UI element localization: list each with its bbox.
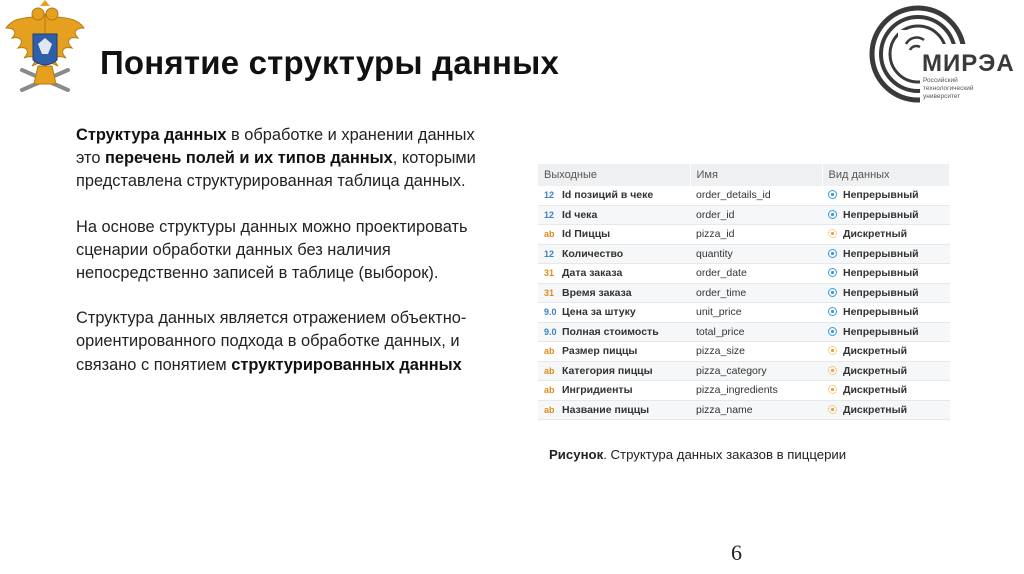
field-label-cell: [538, 400, 690, 420]
field-kind-label: Дискретный: [843, 345, 908, 358]
table-row: [538, 186, 950, 205]
field-name-cell: pizza_id: [690, 225, 822, 245]
table-row: [538, 303, 950, 323]
body-text: [76, 124, 496, 399]
logo-subtitle-line: технологический: [923, 85, 974, 92]
field-label: Полная стоимость: [562, 325, 659, 338]
text-type-icon: ab: [544, 385, 555, 396]
continuous-icon: [828, 190, 837, 199]
field-label-cell: [538, 186, 690, 205]
text-span: в обработке и хранении данных это: [76, 126, 475, 168]
field-name-cell: order_id: [690, 205, 822, 225]
caption-label: Рисунок: [549, 447, 604, 462]
field-kind-label: Непрерывный: [843, 267, 919, 280]
text-type-icon: ab: [544, 404, 555, 415]
field-kind-cell: [822, 264, 950, 284]
field-name-cell: pizza_category: [690, 361, 822, 381]
continuous-icon: [828, 210, 837, 219]
table-row: [538, 361, 950, 381]
text-type-icon: ab: [544, 365, 555, 376]
date-type-icon: 31: [544, 268, 555, 279]
number-type-icon: 12: [544, 248, 555, 259]
field-label-cell: [538, 381, 690, 401]
table-row: [538, 244, 950, 264]
field-label-cell: [538, 361, 690, 381]
text-type-icon: ab: [544, 229, 555, 240]
table-row: [538, 342, 950, 362]
logo-subtitle-line: университет: [923, 93, 961, 100]
table-row: [538, 381, 950, 401]
table-row: [538, 225, 950, 245]
field-kind-cell: [822, 283, 950, 303]
field-kind-cell: [822, 361, 950, 381]
field-kind-label: Непрерывный: [843, 247, 919, 260]
field-kind-label: Дискретный: [843, 403, 908, 416]
field-name-cell: total_price: [690, 322, 822, 342]
decimal-type-icon: 9.0: [544, 307, 557, 318]
field-label-cell: [538, 225, 690, 245]
field-label-cell: [538, 264, 690, 284]
figure-caption: [549, 447, 846, 462]
table-row: [538, 400, 950, 420]
paragraph-definition: [76, 124, 496, 194]
continuous-icon: [828, 249, 837, 258]
slide-title: Понятие структуры данных: [100, 44, 560, 81]
table-body: [538, 186, 950, 420]
discrete-icon: [828, 366, 837, 375]
logo-name: МИРЭА: [922, 50, 1015, 77]
field-label: Id чека: [562, 208, 598, 221]
field-name-cell: unit_price: [690, 303, 822, 323]
bold-term: перечень полей и их типов данных: [105, 149, 393, 168]
number-type-icon: 12: [544, 209, 555, 220]
field-name-cell: order_date: [690, 264, 822, 284]
text-type-icon: ab: [544, 346, 555, 357]
page-number: 6: [731, 540, 742, 565]
field-label: Время заказа: [562, 286, 632, 299]
field-kind-cell: [822, 322, 950, 342]
field-label: Количество: [562, 247, 624, 260]
table-header-row: [538, 164, 950, 186]
decimal-type-icon: 9.0: [544, 326, 557, 337]
logo-subtitle: [923, 77, 1013, 101]
column-header-kind: Вид данных: [822, 164, 950, 186]
bold-term: Структура данных: [76, 126, 227, 144]
field-kind-label: Непрерывный: [843, 286, 919, 299]
discrete-icon: [828, 385, 837, 394]
text-span: , которыми представлена структурированная таблица данных.: [76, 149, 476, 191]
field-label: Цена за штуку: [562, 306, 636, 319]
field-name-cell: pizza_size: [690, 342, 822, 362]
field-label-cell: [538, 283, 690, 303]
field-label: Id позиций в чеке: [562, 189, 654, 202]
table-row: [538, 322, 950, 342]
field-kind-cell: [822, 244, 950, 264]
table-row: [538, 283, 950, 303]
column-header-name: Имя: [690, 164, 822, 186]
field-label: Название пиццы: [562, 403, 650, 416]
continuous-icon: [828, 268, 837, 277]
logo-subtitle-line: Российский: [923, 77, 958, 84]
caption-text: . Структура данных заказов в пиццерии: [603, 447, 847, 462]
field-kind-label: Непрерывный: [843, 306, 919, 319]
paragraph-design: На основе структуры данных можно проектировать сценарии обработки данных без наличия непосредственно записей в таблице (выборок).: [76, 217, 468, 283]
table-row: [538, 205, 950, 225]
field-label-cell: [538, 205, 690, 225]
field-kind-label: Непрерывный: [843, 208, 919, 221]
field-kind-label: Дискретный: [843, 384, 908, 397]
field-kind-cell: [822, 342, 950, 362]
field-kind-label: Дискретный: [843, 228, 908, 241]
table-row: [538, 264, 950, 284]
field-label-cell: [538, 244, 690, 264]
field-kind-cell: [822, 186, 950, 205]
field-kind-cell: [822, 381, 950, 401]
field-name-cell: order_details_id: [690, 186, 822, 205]
date-type-icon: 31: [544, 287, 555, 298]
field-name-cell: order_time: [690, 283, 822, 303]
discrete-icon: [828, 229, 837, 238]
discrete-icon: [828, 405, 837, 414]
bold-term: структурированных данных: [231, 355, 462, 374]
field-label-cell: [538, 342, 690, 362]
field-kind-label: Дискретный: [843, 364, 908, 377]
field-name-cell: pizza_ingredients: [690, 381, 822, 401]
field-kind-label: Непрерывный: [843, 189, 919, 202]
continuous-icon: [828, 327, 837, 336]
field-label: Дата заказа: [562, 267, 623, 280]
field-label: Категория пиццы: [562, 364, 653, 377]
field-label: Размер пиццы: [562, 345, 638, 358]
field-label: Id Пиццы: [562, 228, 611, 241]
field-kind-cell: [822, 225, 950, 245]
text-span: Структура данных является отражением объектно-ориентированного подхода в обработке данных, и связано с понятием: [76, 309, 467, 374]
column-header-output: Выходные: [538, 164, 690, 186]
number-type-icon: 12: [544, 190, 555, 201]
field-label: Ингридиенты: [562, 384, 633, 397]
field-kind-cell: [822, 205, 950, 225]
field-name-cell: quantity: [690, 244, 822, 264]
continuous-icon: [828, 307, 837, 316]
data-structure-table: [538, 164, 950, 420]
discrete-icon: [828, 346, 837, 355]
field-kind-label: Непрерывный: [843, 325, 919, 338]
field-label-cell: [538, 322, 690, 342]
field-kind-cell: [822, 303, 950, 323]
ministry-emblem-icon: [2, 0, 88, 100]
field-label-cell: [538, 303, 690, 323]
continuous-icon: [828, 288, 837, 297]
field-name-cell: pizza_name: [690, 400, 822, 420]
field-kind-cell: [822, 400, 950, 420]
paragraph-oop: [76, 307, 496, 377]
